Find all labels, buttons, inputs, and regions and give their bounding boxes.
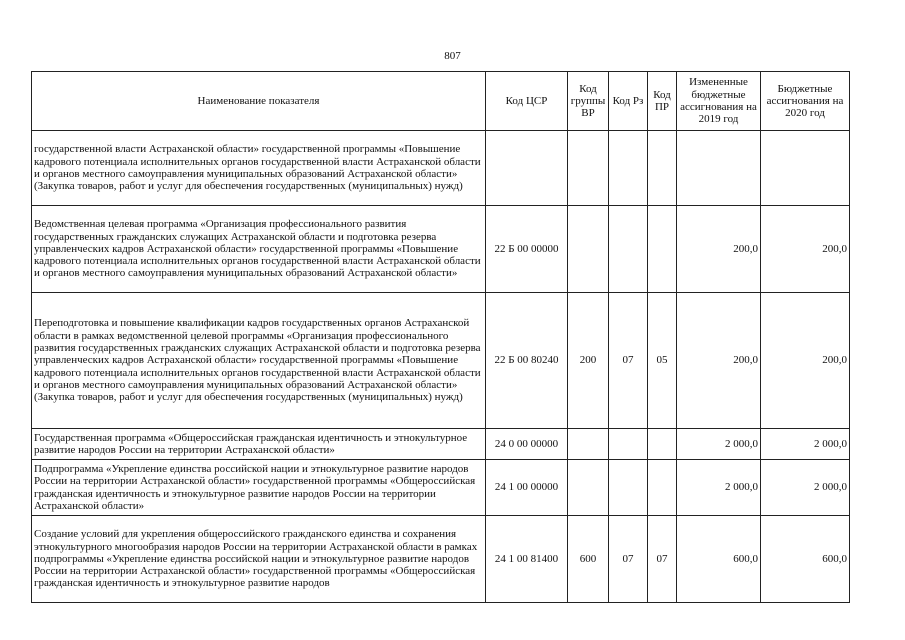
row-pr: [648, 131, 677, 206]
row-2020: 2 000,0: [761, 460, 850, 516]
row-csr: [486, 131, 568, 206]
table-row: [32, 131, 850, 206]
header-2020: Бюджетные ассигнования на 2020 год: [761, 72, 850, 131]
row-name: Ведомственная целевая программа «Организация профессионального развития государственных гражданских служащих Астраханской области и подготовка резерва управленческих кадров Астраханской области» государственной программы «Повышение кадрового потенциала исполнительных органов государственной власти Астраханской области и органов местного самоуправления муниципальных образований Астраханской области»: [32, 206, 486, 293]
row-2020: 200,0: [761, 293, 850, 429]
row-rz: 07: [609, 516, 648, 603]
row-csr: 24 1 00 00000: [486, 460, 568, 516]
header-vr: Код группы ВР: [568, 72, 609, 131]
row-name: государственной власти Астраханской области» государственной программы «Повышение кадрового потенциала исполнительных органов государственной власти Астраханской области и органов местного самоуправления муниципальных образований Астраханской области» (Закупка товаров, работ и услуг для обеспечения государственных (муниципальных) нужд): [32, 131, 486, 206]
row-2020: 2 000,0: [761, 429, 850, 460]
row-vr: [568, 131, 609, 206]
row-2020: 600,0: [761, 516, 850, 603]
row-2019: 600,0: [677, 516, 761, 603]
row-pr: [648, 460, 677, 516]
row-2020: 200,0: [761, 206, 850, 293]
row-vr: 200: [568, 293, 609, 429]
header-2019: Измененные бюджетные ассигнования на 2019 год: [677, 72, 761, 131]
header-name: Наименование показателя: [32, 72, 486, 131]
row-2019: 2 000,0: [677, 460, 761, 516]
row-csr: 22 Б 00 00000: [486, 206, 568, 293]
row-vr: 600: [568, 516, 609, 603]
row-2019: 200,0: [677, 206, 761, 293]
table-row: [32, 516, 850, 603]
row-vr: [568, 429, 609, 460]
row-rz: 07: [609, 293, 648, 429]
row-name: Создание условий для укрепления общероссийского гражданского единства и сохранения этнокультурного многообразия народов России на территории Астраханской области в рамках подпрограммы «Укрепление единства российской нации и этнокультурное развитие народов России на территории Астраханской области» государственной программы «Общероссийская гражданская идентичность и этнокультурное развитие народов: [32, 516, 486, 603]
row-pr: 05: [648, 293, 677, 429]
row-csr: 22 Б 00 80240: [486, 293, 568, 429]
header-row: [32, 72, 850, 131]
table-row: [32, 206, 850, 293]
table-row: [32, 293, 850, 429]
row-vr: [568, 206, 609, 293]
row-name: Подпрограмма «Укрепление единства российской нации и этнокультурное развитие народов России на территории Астраханской области» государственной программы «Общероссийская гражданская идентичность и этнокультурное развитие народов России на территории Астраханской области»: [32, 460, 486, 516]
header-rz: Код Рз: [609, 72, 648, 131]
row-rz: [609, 460, 648, 516]
table-row: [32, 429, 850, 460]
row-2019: 2 000,0: [677, 429, 761, 460]
row-2019: [677, 131, 761, 206]
row-name: Государственная программа «Общероссийская гражданская идентичность и этнокультурное развитие народов России на территории Астраханской области»: [32, 429, 486, 460]
row-pr: [648, 206, 677, 293]
row-rz: [609, 429, 648, 460]
row-pr: 07: [648, 516, 677, 603]
row-2020: [761, 131, 850, 206]
row-rz: [609, 206, 648, 293]
budget-table: [31, 71, 850, 603]
row-pr: [648, 429, 677, 460]
row-2019: 200,0: [677, 293, 761, 429]
row-csr: 24 1 00 81400: [486, 516, 568, 603]
table-row: [32, 460, 850, 516]
header-pr: Код ПР: [648, 72, 677, 131]
header-csr: Код ЦСР: [486, 72, 568, 131]
row-csr: 24 0 00 00000: [486, 429, 568, 460]
row-rz: [609, 131, 648, 206]
row-name: Переподготовка и повышение квалификации кадров государственных органов Астраханской области в рамках ведомственной целевой программы «Организация профессионального развития государственных гражданских служащих Астраханской области и подготовка резерва управленческих кадров Астраханской области» государственной программы «Повышение кадрового потенциала исполнительных органов государственной власти Астраханской области и органов местного самоуправления муниципальных образований Астраханской области» (Закупка товаров, работ и услуг для обеспечения государственных (муниципальных) нужд): [32, 293, 486, 429]
page-number: 807: [444, 50, 461, 62]
row-vr: [568, 460, 609, 516]
